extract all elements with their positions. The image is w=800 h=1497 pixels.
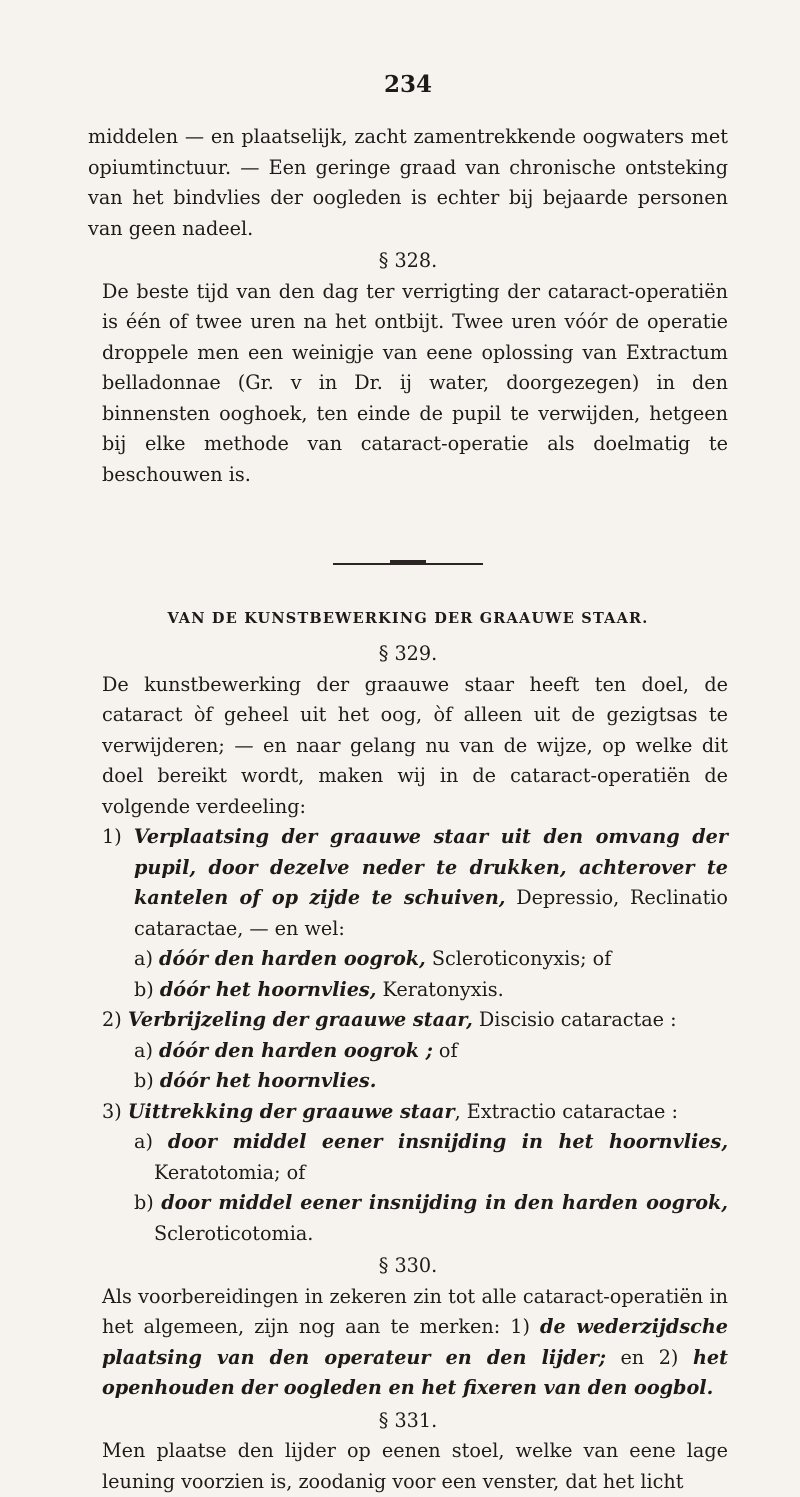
list-item-2b-em: dóór het hoornvlies.: [159, 1069, 377, 1092]
section-330-em2: het openhouden der oogleden en het fixeren van den oogbol.: [102, 1345, 728, 1399]
list-item-3-title: Uittrekking der graauwe staar: [127, 1099, 455, 1123]
list-item-2b: [88, 1066, 728, 1097]
list-item-1a-label: a): [134, 947, 153, 970]
list-item-1b-label: b): [134, 977, 154, 1001]
list-item-3b-em: door middel eener insnijding in den harden oogrok,: [161, 1191, 728, 1214]
section-328-text: De beste tijd van den dag ter verrigting der cataract-operatiën is één of twee uren na het ontbijt. Twee uren vóór de operatie droppele men een weinigje van eene oplossing van Extractum belladonnae (Gr. v in Dr. ij water, doorgezegen) in den binnensten ooghoek, ten einde de pupil te verwijden, hetgeen bij elke methode van cataract-operatie als doelmatig te beschouwen is.: [102, 279, 728, 486]
list-item-1a-rest: Scleroticonyxis; of: [425, 947, 612, 970]
list-item-1a: [88, 944, 728, 975]
list-item-2: [88, 1005, 728, 1036]
section-328-label: § 328.: [378, 249, 438, 272]
list-item-1a-em: dóór den harden oogrok,: [159, 947, 426, 970]
list-item-1: [88, 822, 728, 944]
page-number: 234: [383, 71, 432, 98]
section-330-label: § 330.: [378, 1254, 438, 1277]
list-item-2a-label: a): [134, 1038, 153, 1062]
section-330-em1: de wederzijdsche plaatsing van den operateur en den lijder;: [102, 1315, 728, 1369]
list-item-2-rest: Discisio cataractae :: [472, 1008, 677, 1031]
list-item-3-number: 3): [102, 1099, 122, 1123]
list-item-1-number: 1): [102, 825, 122, 848]
list-item-1-title: Verplaatsing der graauwe staar uit den omvang der pupil, door dezelve neder te drukken, achterover te kantelen of op zijde te schuiven,: [133, 825, 728, 909]
list-item-2a-rest: of: [432, 1038, 458, 1062]
list-item-3b-label: b): [134, 1191, 154, 1214]
list-item-3a: [88, 1127, 728, 1188]
list-item-3a-rest: Keratotomia; of: [154, 1160, 306, 1184]
book-page: [88, 70, 728, 1497]
list-item-2a-em: dóór den harden oogrok ;: [159, 1038, 433, 1062]
section-331-label: § 331.: [378, 1408, 438, 1432]
divider-accent: [390, 560, 426, 564]
section-331-text: Men plaatse den lijder op eenen stoel, welke van eene lage leuning voorzien is, zoodanig voor een venster, dat het licht: [102, 1439, 728, 1493]
list-item-3b: [88, 1188, 728, 1249]
section-329-label: § 329.: [378, 642, 438, 665]
list-item-2b-label: b): [134, 1069, 154, 1092]
list-item-3: [88, 1097, 728, 1128]
list-item-2-number: 2): [102, 1008, 122, 1031]
chapter-heading: VAN DE KUNSTBEWERKING DER GRAAUWE STAAR.: [167, 610, 649, 627]
section-329-text: De kunstbewerking der graauwe staar heeft ten doel, de cataract òf geheel uit het oog, òf alleen uit de gezigtsas te verwijderen; — en naar gelang nu van de wijze, op welke dit doel bereikt wordt, maken wij in de cataract-operatiën de volgende verdeeling:: [102, 672, 728, 818]
list-item-1b: [88, 975, 728, 1006]
section-330-mid: en 2): [605, 1345, 693, 1369]
list-item-1b-em: dóór het hoornvlies,: [159, 977, 377, 1001]
section-divider: [333, 563, 483, 565]
list-item-3a-em: door middel eener insnijding in het hoornvlies,: [167, 1130, 728, 1153]
list-item-3a-label: a): [134, 1130, 153, 1153]
list-item-1b-rest: Keratonyxis.: [376, 977, 504, 1001]
section-330-text: [88, 1282, 728, 1404]
list-item-3-rest: , Extractio cataractae :: [454, 1099, 678, 1123]
list-item-1-rest: Depressio, Reclinatio cataractae, — en wel:: [134, 886, 728, 940]
section-330-text-start: Als voorbereidingen in zekeren zin tot alle cataract-operatiën in het algemeen, zijn nog aan te merken: 1): [102, 1284, 728, 1338]
list-item-2-title: Verbrijzeling der graauwe staar,: [127, 1008, 473, 1031]
opening-paragraph: middelen — en plaatselijk, zacht zamentrekkende oogwaters met opiumtinctuur. — Een geringe graad van chronische ontsteking van het bindvlies der oogleden is echter bij bejaarde personen van geen nadeel.: [88, 125, 728, 240]
list-item-3b-rest: Scleroticotomia.: [154, 1221, 314, 1245]
list-item-2a: [88, 1036, 728, 1067]
